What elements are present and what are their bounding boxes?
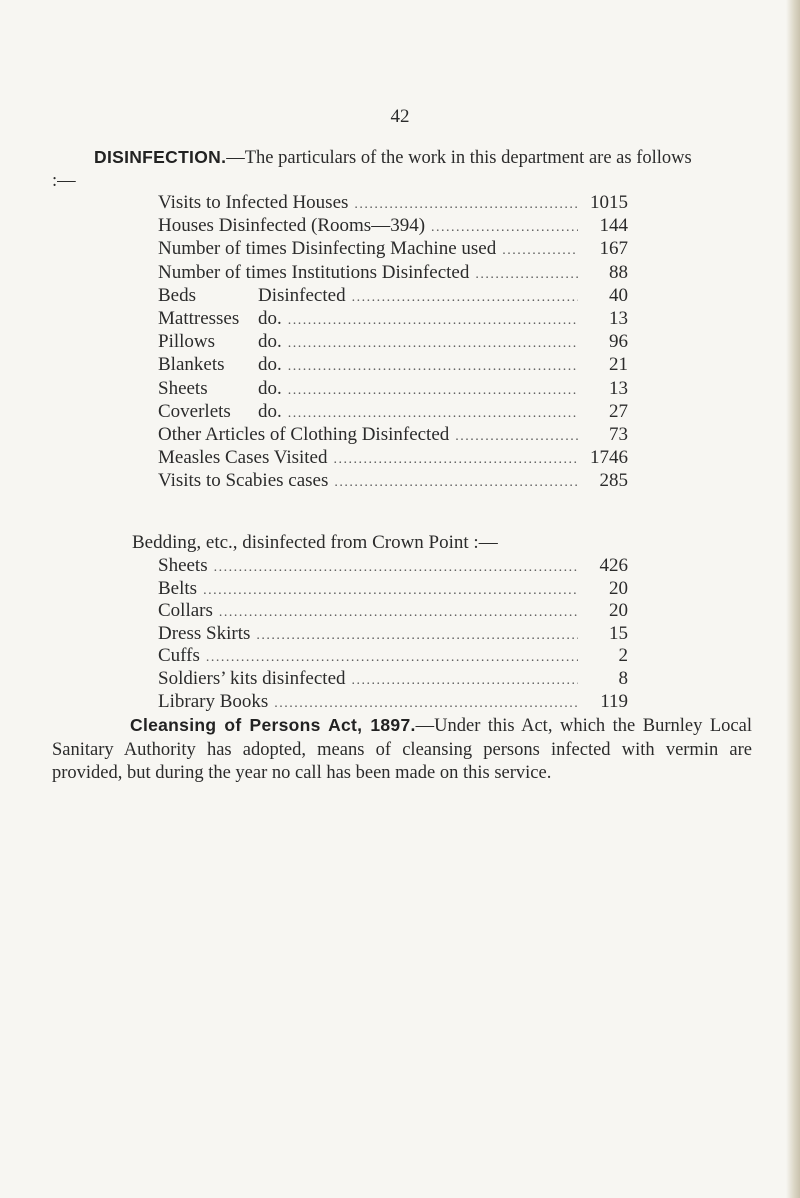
- list-item: Soldiers’ kits disinfected ..... 8: [158, 668, 628, 691]
- bedding-list: [158, 555, 628, 713]
- list-item: Sheets ..... 426: [158, 555, 628, 578]
- list-item: Visits to Scabies cases ..... 285: [158, 470, 628, 493]
- disinfection-heading: DISINFECTION.: [94, 147, 227, 167]
- page-number: 42: [390, 106, 410, 127]
- list-item: Cuffs ..... 2: [158, 645, 628, 668]
- list-item: Mattresses do. ..... 13: [158, 308, 628, 331]
- list-item: Visits to Infected Houses ..... 1015: [158, 192, 628, 215]
- list-item: Blankets do. ..... 21: [158, 354, 628, 377]
- disinfection-list: [158, 192, 628, 493]
- disinfection-intro-text: —The particulars of the work in this department are as follows :—: [52, 148, 692, 191]
- cleansing-heading: Cleansing of Persons Act, 1897.: [130, 715, 416, 735]
- list-item: Pillows do. ..... 96: [158, 331, 628, 354]
- list-item: Dress Skirts ..... 15: [158, 623, 628, 646]
- list-item: Measles Cases Visited ..... 1746: [158, 447, 628, 470]
- list-item: Number of times Institutions Disinfected ..... 88: [158, 262, 628, 285]
- cleansing-text: —Under this Act, which the Burnley Local Sanitary Authority has adopted, means of cleansing persons infected with vermin are provided, but during the year no call has been made on this service.: [52, 716, 752, 783]
- page-edge-shadow: [786, 0, 800, 1198]
- list-item: Beds Disinfected ..... 40: [158, 285, 628, 308]
- list-item: Library Books ..... 119: [158, 691, 628, 714]
- list-item: Sheets do. ..... 13: [158, 378, 628, 401]
- list-item: Number of times Disinfecting Machine used ..... 167: [158, 238, 628, 261]
- list-item: Belts ..... 20: [158, 578, 628, 601]
- list-item: Houses Disinfected (Rooms—394) ..... 144: [158, 215, 628, 238]
- cleansing-paragraph: [52, 714, 752, 786]
- list-item: Collars ..... 20: [158, 600, 628, 623]
- bedding-heading: Bedding, etc., disinfected from Crown Point :—: [132, 532, 498, 553]
- list-item: Coverlets do. ..... 27: [158, 401, 628, 424]
- disinfection-intro: [52, 146, 692, 193]
- list-item: Other Articles of Clothing Disinfected ..... 73: [158, 424, 628, 447]
